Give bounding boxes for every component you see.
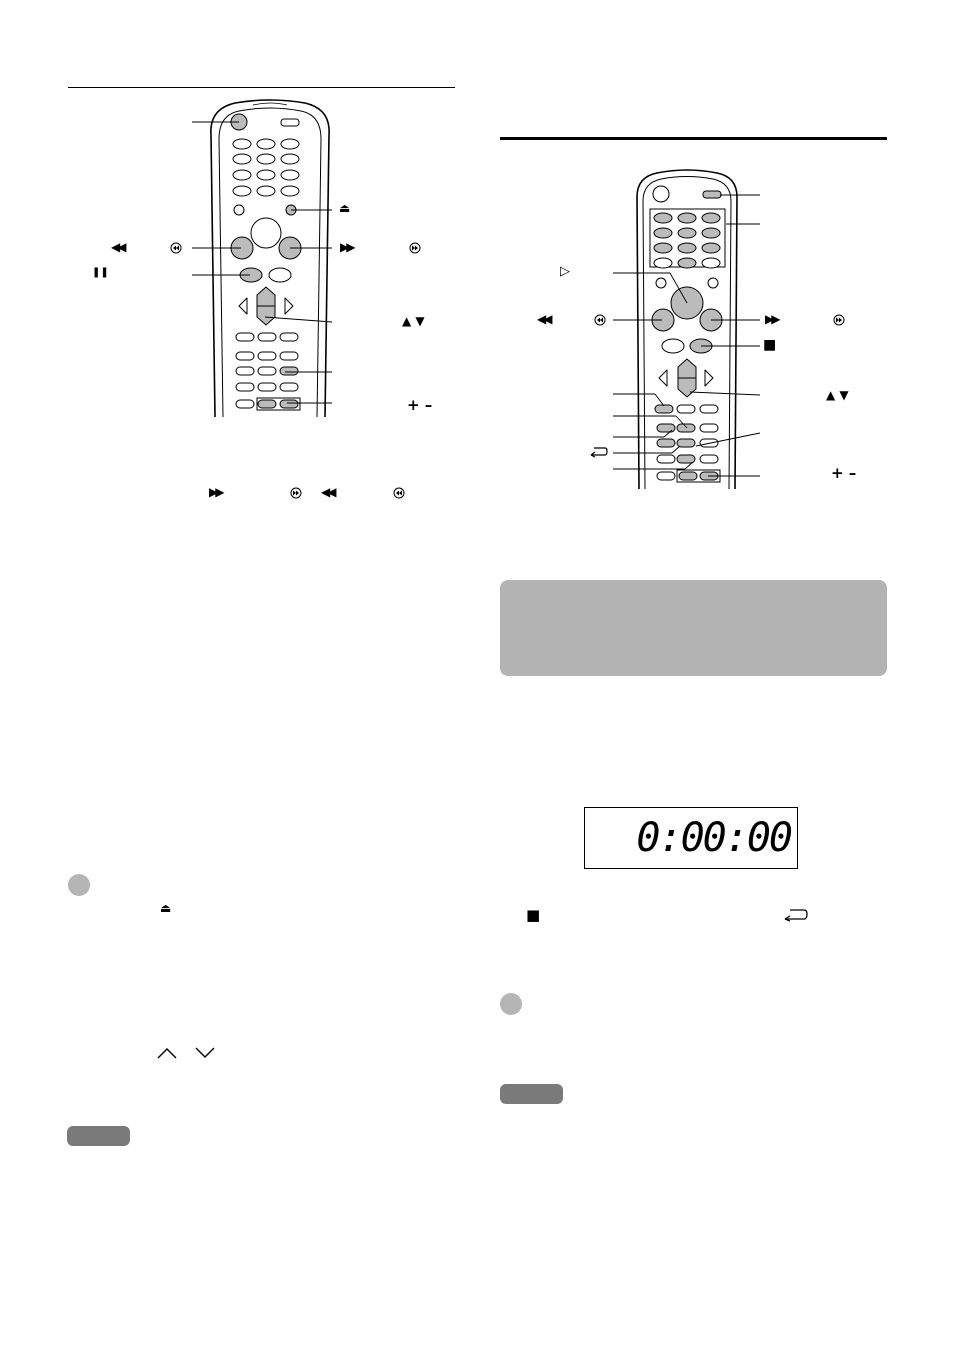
skip-back-icon-right <box>594 314 606 326</box>
eject-icon: ⏏ <box>339 201 351 215</box>
rewind-icon-right: ◀◀ <box>537 312 550 326</box>
rewind-inline-icon: ◀◀ <box>321 485 334 499</box>
fast-forward-icon-right: ▶▶ <box>765 312 778 326</box>
highlight-panel <box>500 580 887 676</box>
section-bullet-right <box>500 993 522 1015</box>
counter-display-value: 0:00:00 <box>636 815 791 861</box>
eject-inline-icon: ⏏ <box>160 901 172 915</box>
return-icon <box>590 446 608 458</box>
counter-display <box>584 807 798 869</box>
play-icon: ▷ <box>560 264 570 279</box>
plus-minus-icon: + – <box>407 396 433 414</box>
return-inline-icon <box>784 908 808 922</box>
rewind-icon: ◀◀ <box>111 240 124 254</box>
stop-inline-icon: ■ <box>526 906 541 924</box>
up-down-arrows-icon-right: ▲ ▼ <box>826 388 849 402</box>
fast-forward-icon: ▶▶ <box>340 240 353 254</box>
plus-minus-icon-right: + – <box>831 464 857 482</box>
fast-forward-inline-icon: ▶▶ <box>209 485 222 499</box>
notes-label-right <box>500 1084 563 1104</box>
pause-icon: ❚❚ <box>92 267 109 278</box>
up-down-arrows-icon: ▲ ▼ <box>402 314 425 328</box>
skip-forward-icon-right <box>833 314 845 326</box>
stop-icon: ■ <box>763 337 777 353</box>
